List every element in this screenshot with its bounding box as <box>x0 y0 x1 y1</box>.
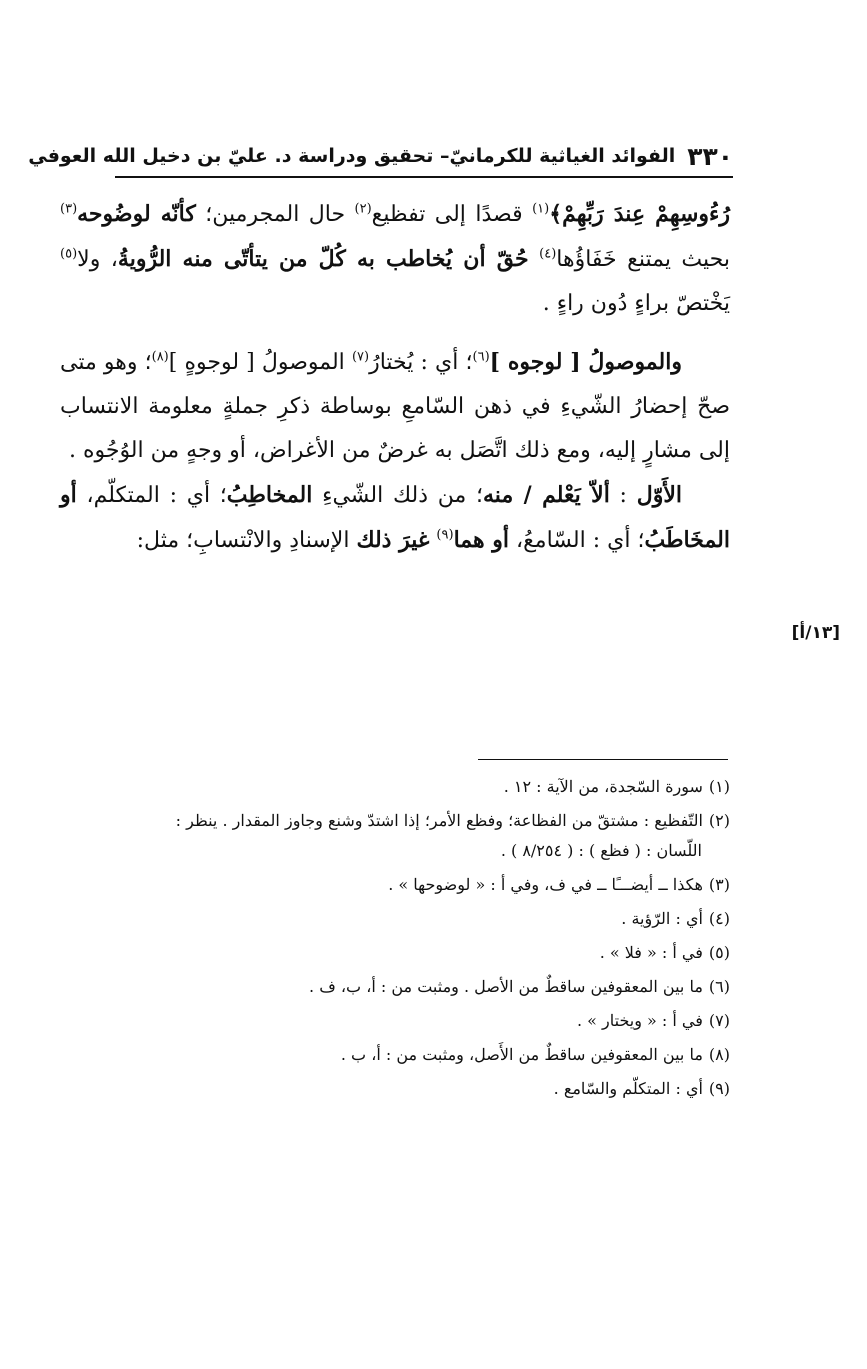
footnote-ref: (٩) <box>436 527 454 543</box>
footnote-1 <box>60 772 730 802</box>
footnote-ref: (٢) <box>354 201 372 217</box>
footnote-text: هكذا ــ أيضـــًا ــ في ف، وفي أ : « لوضوحها » . <box>388 875 703 894</box>
footnote-continuation: اللّسان : ( فظع ) : ( ٨/٢٥٤ ) . <box>500 841 702 860</box>
footnote-2 <box>60 806 730 866</box>
footnote-number: (٩) <box>708 1079 730 1098</box>
text-run: : <box>609 483 637 508</box>
footnote-7 <box>60 1006 730 1036</box>
running-header <box>28 138 733 174</box>
matn-text: ألاّ يَعْلم / منه <box>483 482 610 508</box>
matn-text: أو هما <box>453 527 509 553</box>
matn-text: حُقّ أن يُخاطب به كُلّ من يتأتّى منه الرُّويةُ <box>117 246 529 272</box>
text-run: ؛ من ذلك الشّيءِ <box>312 483 484 508</box>
text-run: ؛ أي : يُختارُ <box>369 350 473 375</box>
matn-text: المخاطِبُ <box>226 482 313 508</box>
header-rule <box>115 176 733 178</box>
footnote-number: (١) <box>708 777 730 796</box>
footnote-3 <box>60 870 730 900</box>
footnote-text: التّفظيع : مشتقّ من الفظاعة؛ وفظع الأمر؛ إذا اشتدّ وشنع وجاوز المقدار . ينظر : <box>175 811 703 830</box>
footnotes <box>60 772 730 1108</box>
page-number: ٣٣٠ <box>687 141 733 171</box>
footnote-ref: (٧) <box>351 349 370 365</box>
footnote-text: في أ : « فلا » . <box>599 943 703 962</box>
paragraph-3 <box>60 473 730 563</box>
text-run: حال المجرمين؛ <box>195 202 355 227</box>
footnote-text: أي : الرّؤية . <box>621 909 703 928</box>
footnote-number: (٨) <box>708 1045 730 1064</box>
footnote-number: (٣) <box>708 875 730 894</box>
text-run: بحيث يمتنع خَفَاؤُها <box>556 247 730 272</box>
paragraph-2 <box>60 340 730 473</box>
matn-text: غيرَ ذلك <box>356 527 430 553</box>
footnote-ref: (١) <box>532 201 550 217</box>
footnote-text: ما بين المعقوفين ساقطٌ من الأصل . ومثبت من : أ، ب، ف . <box>309 977 703 996</box>
matn-text: الأَوّل <box>636 482 682 508</box>
footnote-number: (٤) <box>708 909 730 928</box>
text-run: يَخْتصّ براءٍ دُون راءٍ . <box>542 291 730 316</box>
footnote-text: ما بين المعقوفين ساقطٌ من الأَصل، ومثبت من : أ، ب . <box>340 1045 703 1064</box>
text-run: ؛ وهو متى صحّ إحضارُ الشّيءِ في ذهن السّامعِ بوساطة ذكرِ جملةٍ معلومة الانتساب إلى مشارٍ إليه، ومع ذلك اتَّصَل به غرضٌ من الأغراض، أو وجهٍ من الوُجُوه . <box>60 350 730 463</box>
text-run: ؛ أي : المتكلّم، <box>76 483 227 508</box>
footnote-number: (٥) <box>708 943 730 962</box>
text-run: الموصولُ [ لوجوهٍ ] <box>168 350 352 375</box>
text-run <box>529 247 539 272</box>
footnote-text: أي : المتكلّم والسّامع . <box>553 1079 703 1098</box>
footnote-5 <box>60 938 730 968</box>
footnote-8 <box>60 1040 730 1070</box>
footnote-number: (٧) <box>708 1011 730 1030</box>
footnote-text: في أ : « ويختار » . <box>576 1011 703 1030</box>
main-text <box>60 192 730 563</box>
text-run: قصدًا إلى تفظيع <box>371 202 533 227</box>
quran-quote: رُءُوسِهِمْ عِندَ رَبِّهِمْ﴾ <box>549 201 730 227</box>
footnote-ref: (٣) <box>60 201 78 217</box>
text-run: الإسنادِ والانْتسابِ؛ مثل: <box>136 528 357 553</box>
footnote-6 <box>60 972 730 1002</box>
footnote-number: (٢) <box>708 811 730 830</box>
paragraph-1 <box>60 192 730 326</box>
footnote-ref: (٥) <box>60 246 78 262</box>
text-run: ؛ أي : السّامعُ، <box>508 528 645 553</box>
matn-text: أو المخَاطَبُ <box>60 482 730 553</box>
text-run: ، ولا <box>77 247 118 272</box>
running-title: الفوائد الغياثية للكرمانيّ– تحقيق ودراسة د. عليّ بن دخيل الله العوفي <box>28 145 676 167</box>
matn-text: كأنّه لوضُوحه <box>77 201 196 227</box>
footnote-separator <box>478 759 728 760</box>
manuscript-folio-marker: [١٣/أ] <box>791 623 840 643</box>
footnote-number: (٦) <box>708 977 730 996</box>
footnote-ref: (٦) <box>472 349 490 365</box>
footnote-text: سورة السّجدة، من الآية : ١٢ . <box>503 777 703 796</box>
footnote-4 <box>60 904 730 934</box>
footnote-ref: (٤) <box>539 246 557 262</box>
matn-text: والموصولُ [ لوجوه ] <box>489 349 682 375</box>
footnote-ref: (٨) <box>151 349 169 365</box>
footnote-9 <box>60 1074 730 1104</box>
